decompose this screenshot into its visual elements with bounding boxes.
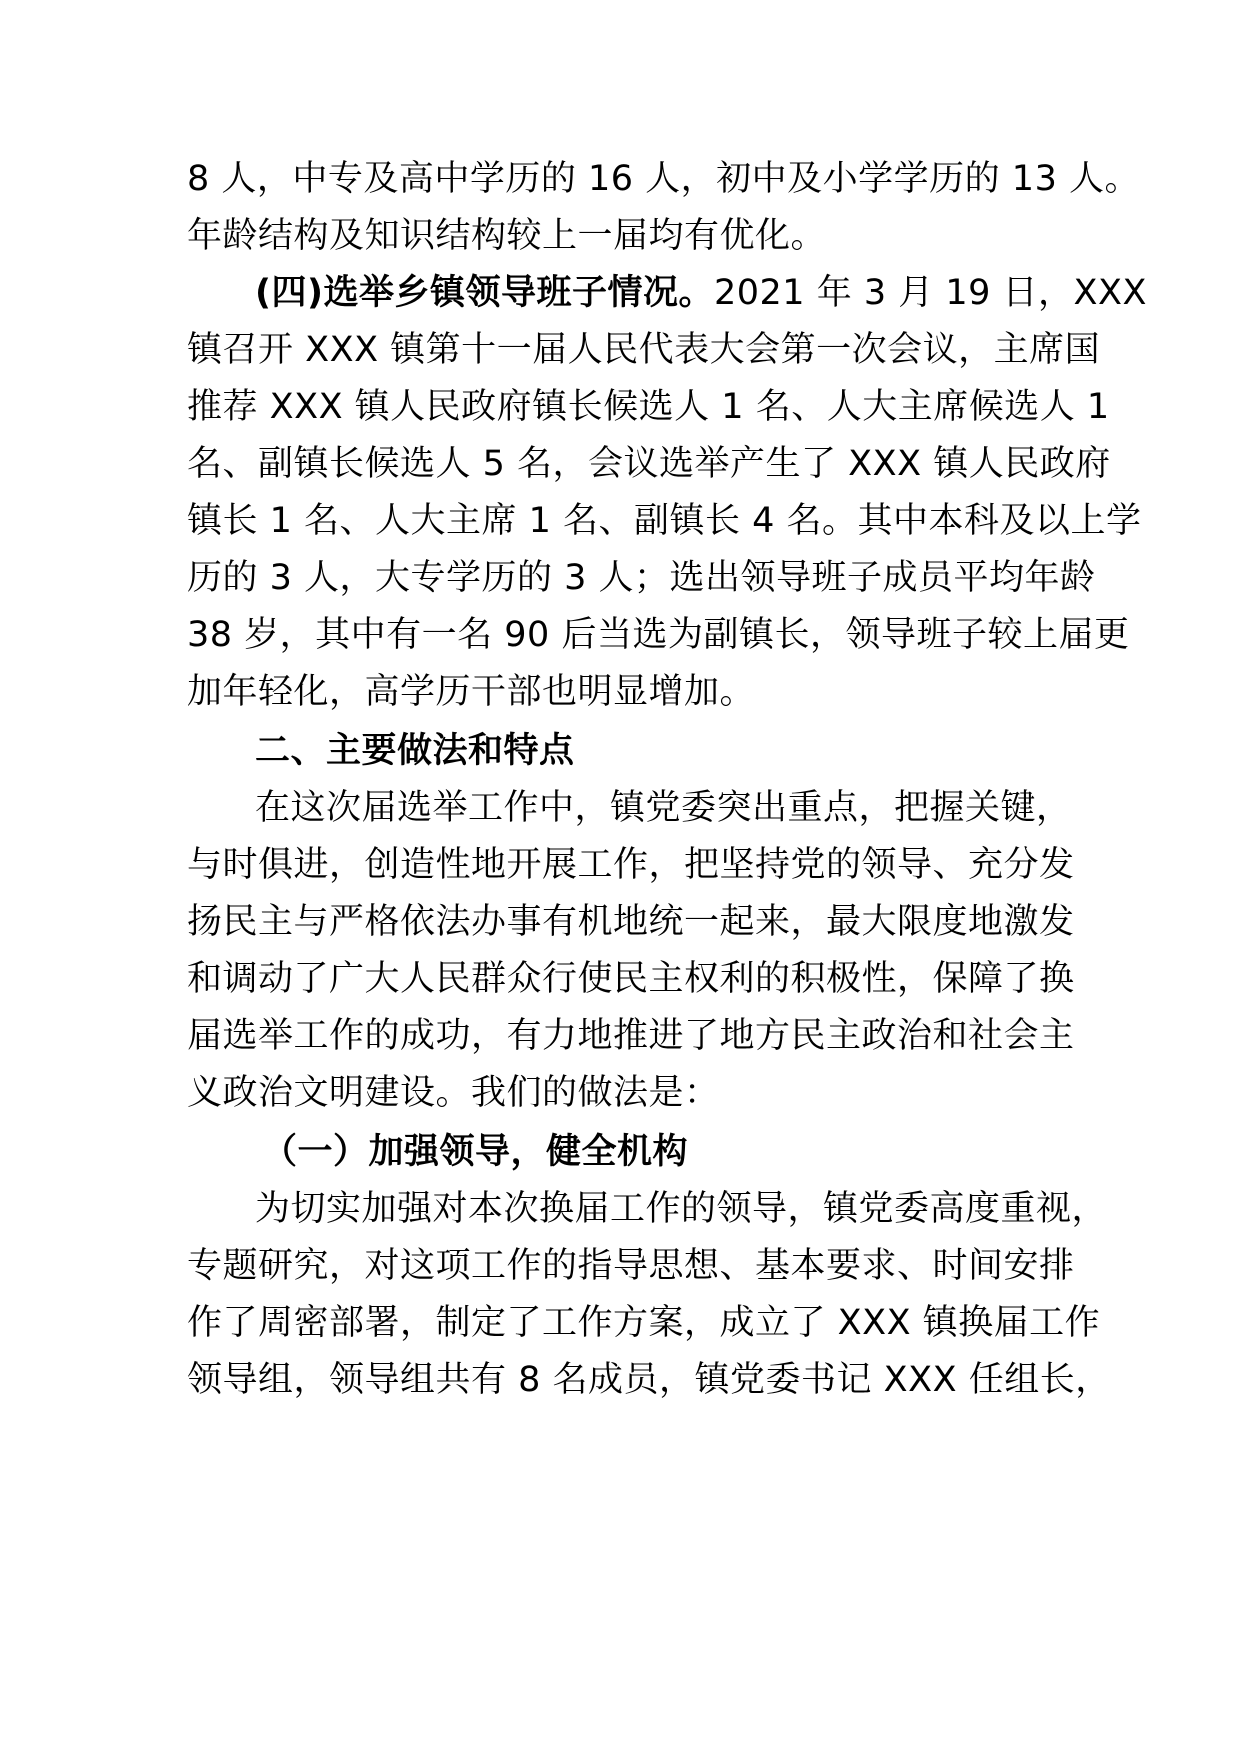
paragraph-line: 镇召开 XXX 镇第十一届人民代表大会第一次会议，主席国 bbox=[187, 330, 1101, 370]
paragraph-line: 扬民主与严格依法办事有机地统一起来，最大限度地激发 bbox=[187, 902, 1075, 942]
paragraph-line: 加年轻化，高学历干部也明显增加。 bbox=[187, 672, 756, 712]
paragraph-line: 为切实加强对本次换届工作的领导，镇党委高度重视， bbox=[255, 1189, 1108, 1229]
paragraph-line: 推荐 XXX 镇人民政府镇长候选人 1 名、人大主席候选人 1 bbox=[187, 387, 1110, 427]
paragraph-line: 专题研究，对这项工作的指导思想、基本要求、时间安排 bbox=[187, 1246, 1075, 1286]
paragraph-line: 38 岁，其中有一名 90 后当选为副镇长，领导班子较上届更 bbox=[187, 615, 1130, 655]
subsection-heading-1: （一）加强领导，健全机构 bbox=[262, 1132, 689, 1172]
section-heading-4: (四)选举乡镇领导班子情况。 bbox=[255, 273, 714, 313]
paragraph-text: 2021 年 3 月 19 日，XXX bbox=[714, 273, 1147, 313]
paragraph-line: 与时俱进，创造性地开展工作，把坚持党的领导、充分发 bbox=[187, 845, 1075, 885]
paragraph-line: 年龄结构及知识结构较上一届均有优化。 bbox=[187, 216, 827, 256]
paragraph-line: 届选举工作的成功，有力地推进了地方民主政治和社会主 bbox=[187, 1016, 1075, 1056]
paragraph-line-with-heading bbox=[255, 271, 1147, 315]
paragraph-line: 镇长 1 名、人大主席 1 名、副镇长 4 名。其中本科及以上学 bbox=[187, 501, 1142, 541]
paragraph-line: 和调动了广大人民群众行使民主权利的积极性，保障了换 bbox=[187, 959, 1075, 999]
paragraph-line: 在这次届选举工作中，镇党委突出重点，把握关键， bbox=[255, 788, 1072, 828]
paragraph-line: 历的 3 人，大专学历的 3 人；选出领导班子成员平均年龄 bbox=[187, 558, 1096, 598]
paragraph-line: 8 人，中专及高中学历的 16 人，初中及小学学历的 13 人。 bbox=[187, 159, 1140, 199]
paragraph-line: 名、副镇长候选人 5 名，会议选举产生了 XXX 镇人民政府 bbox=[187, 444, 1111, 484]
paragraph-line: 领导组，领导组共有 8 名成员，镇党委书记 XXX 任组长， bbox=[187, 1360, 1111, 1400]
paragraph-line: 作了周密部署，制定了工作方案，成立了 XXX 镇换届工作 bbox=[187, 1303, 1101, 1343]
paragraph-line: 义政治文明建设。我们的做法是： bbox=[187, 1073, 720, 1113]
section-heading-2: 二、主要做法和特点 bbox=[255, 731, 575, 771]
